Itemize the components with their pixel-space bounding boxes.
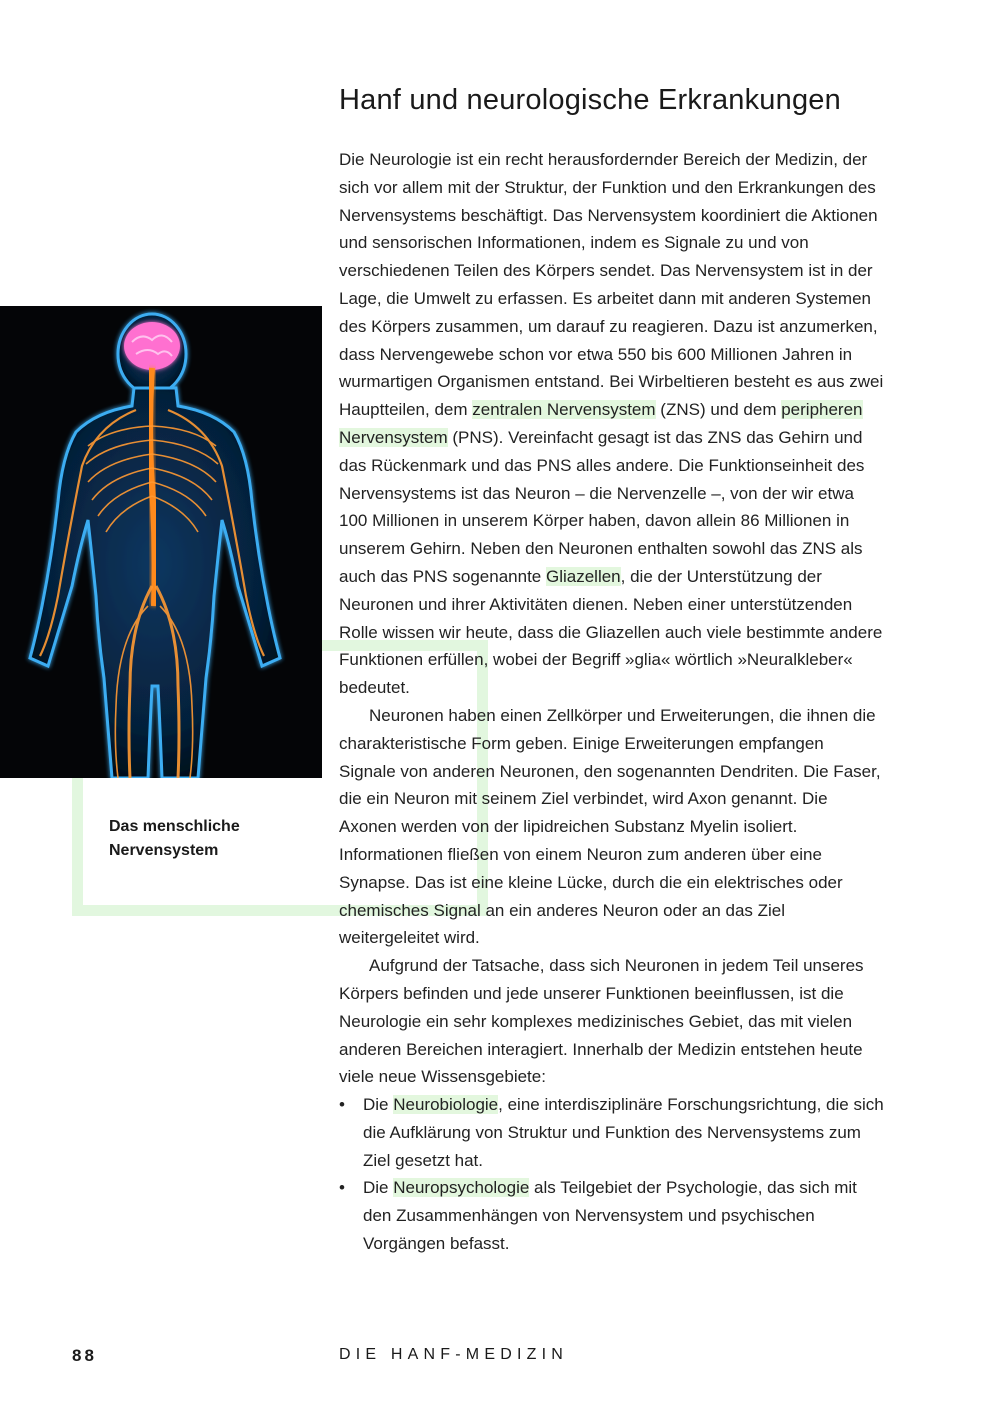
paragraph-2: Neuronen haben einen Zellkörper und Erweiterungen, die ihnen die charakteristische Form geben. Einige Erweiterungen empfangen Signale von anderen Neuronen, den sogenannten Dendriten. Die Faser, die ein Neuron mit seinem Ziel verbindet, wird Axon genannt. Die Axonen werden von der lipidreichen Substanz Myelin isoliert. Informationen fließen von einem Neuron zum anderen über eine Synapse. Das ist eine kleine Lücke, durch die ein elektrisches oder chemisches Signal an ein anderes Neuron oder an das Ziel weitergeleitet wird. [339,705,881,948]
page-number: 88 [72,1346,97,1365]
bullet-marker: • [339,1178,345,1198]
bullet-list [339,1091,884,1258]
text-span: (PNS). Vereinfacht gesagt ist das ZNS das Gehirn und das Rückenmark und das PNS alles andere. Die Funktionseinheit des Nervensystems ist das Neuron – die Nervenzelle –, von der wir etwa 100 Millionen in unserem Körper haben, davon allein 86 Millionen in unserem Gehirn. Neben den Neuronen enthalten sowohl das ZNS als auch das PNS sogenannte [339,427,865,586]
term-highlight: Neurobiologie [393,1095,499,1115]
running-title: DIE HANF-MEDIZIN [339,1346,568,1363]
nervous-system-illustration [0,306,322,778]
term-highlight: peripheren Nervensystem [339,400,863,447]
text-span: (ZNS) und dem [655,400,782,420]
brain-shape [124,322,180,370]
term-highlight: zentralen Nervensystem [472,400,656,420]
human-body-svg [0,306,322,778]
list-item [339,1174,884,1257]
text-span: Die Neurologie ist ein recht herausfordernder Bereich der Medizin, der sich vor allem mit der Struktur, der Funktion und den Erkrankungen des Nervensystems beschäftigt. Das Nervensystem koordiniert die Aktionen und sensorischen Informationen, indem es Signale zu und von verschiedenen Teilen des Körpers sendet. Das Nervensystem ist in der Lage, die Umwelt zu erfassen. Es arbeitet dann mit anderen Systemen des Körpers zusammen, um darauf zu reagieren. Dazu ist anzumerken, dass Nervengewebe schon vor etwa 550 bis 600 Millionen Jahren in wurmartigen Organismen entstand. Bei Wirbeltieren besteht es aus zwei Hauptteilen, dem [339,150,884,420]
term-highlight: Gliazellen [545,566,621,586]
list-item [339,1091,884,1174]
figure-caption: Das menschliche Nervensystem [109,818,240,859]
body-text [339,146,884,1258]
paragraph-1 [339,146,884,702]
bullet-marker: • [339,1095,345,1115]
text-span: , eine interdisziplinäre Forschungsrichtung, die sich die Aufklärung von Struktur und Funktion des Nervensystems zum Ziel gesetzt hat. [363,1095,884,1170]
text-span: Die [363,1095,394,1115]
text-span: Die [363,1178,394,1198]
page-title: Hanf und neurologische Erkrankungen [339,84,841,116]
term-highlight: Neuropsychologie [393,1178,530,1198]
paragraph-3: Aufgrund der Tatsache, dass sich Neuronen in jedem Teil unseres Körpers befinden und jede unserer Funktionen beeinflussen, ist die Neurologie ein sehr komplexes medizinisches Gebiet, das mit vielen anderen Bereichen interagiert. Innerhalb der Medizin entstehen heute viele neue Wissensgebiete: [339,956,864,1087]
text-span: als Teilgebiet der Psychologie, das sich mit den Zusammenhängen von Nervensystem und psychischen Vorgängen befasst. [363,1178,857,1254]
text-span: , die der Unterstützung der Neuronen und ihrer Aktivitäten dienen. Neben einer unterstützenden Rolle wissen wir heute, dass die Gliazellen auch viele bestimmte andere Funktionen erfüllen, wobei der Begriff »glia« wörtlich »Neuralkleber« bedeutet. [339,566,883,698]
